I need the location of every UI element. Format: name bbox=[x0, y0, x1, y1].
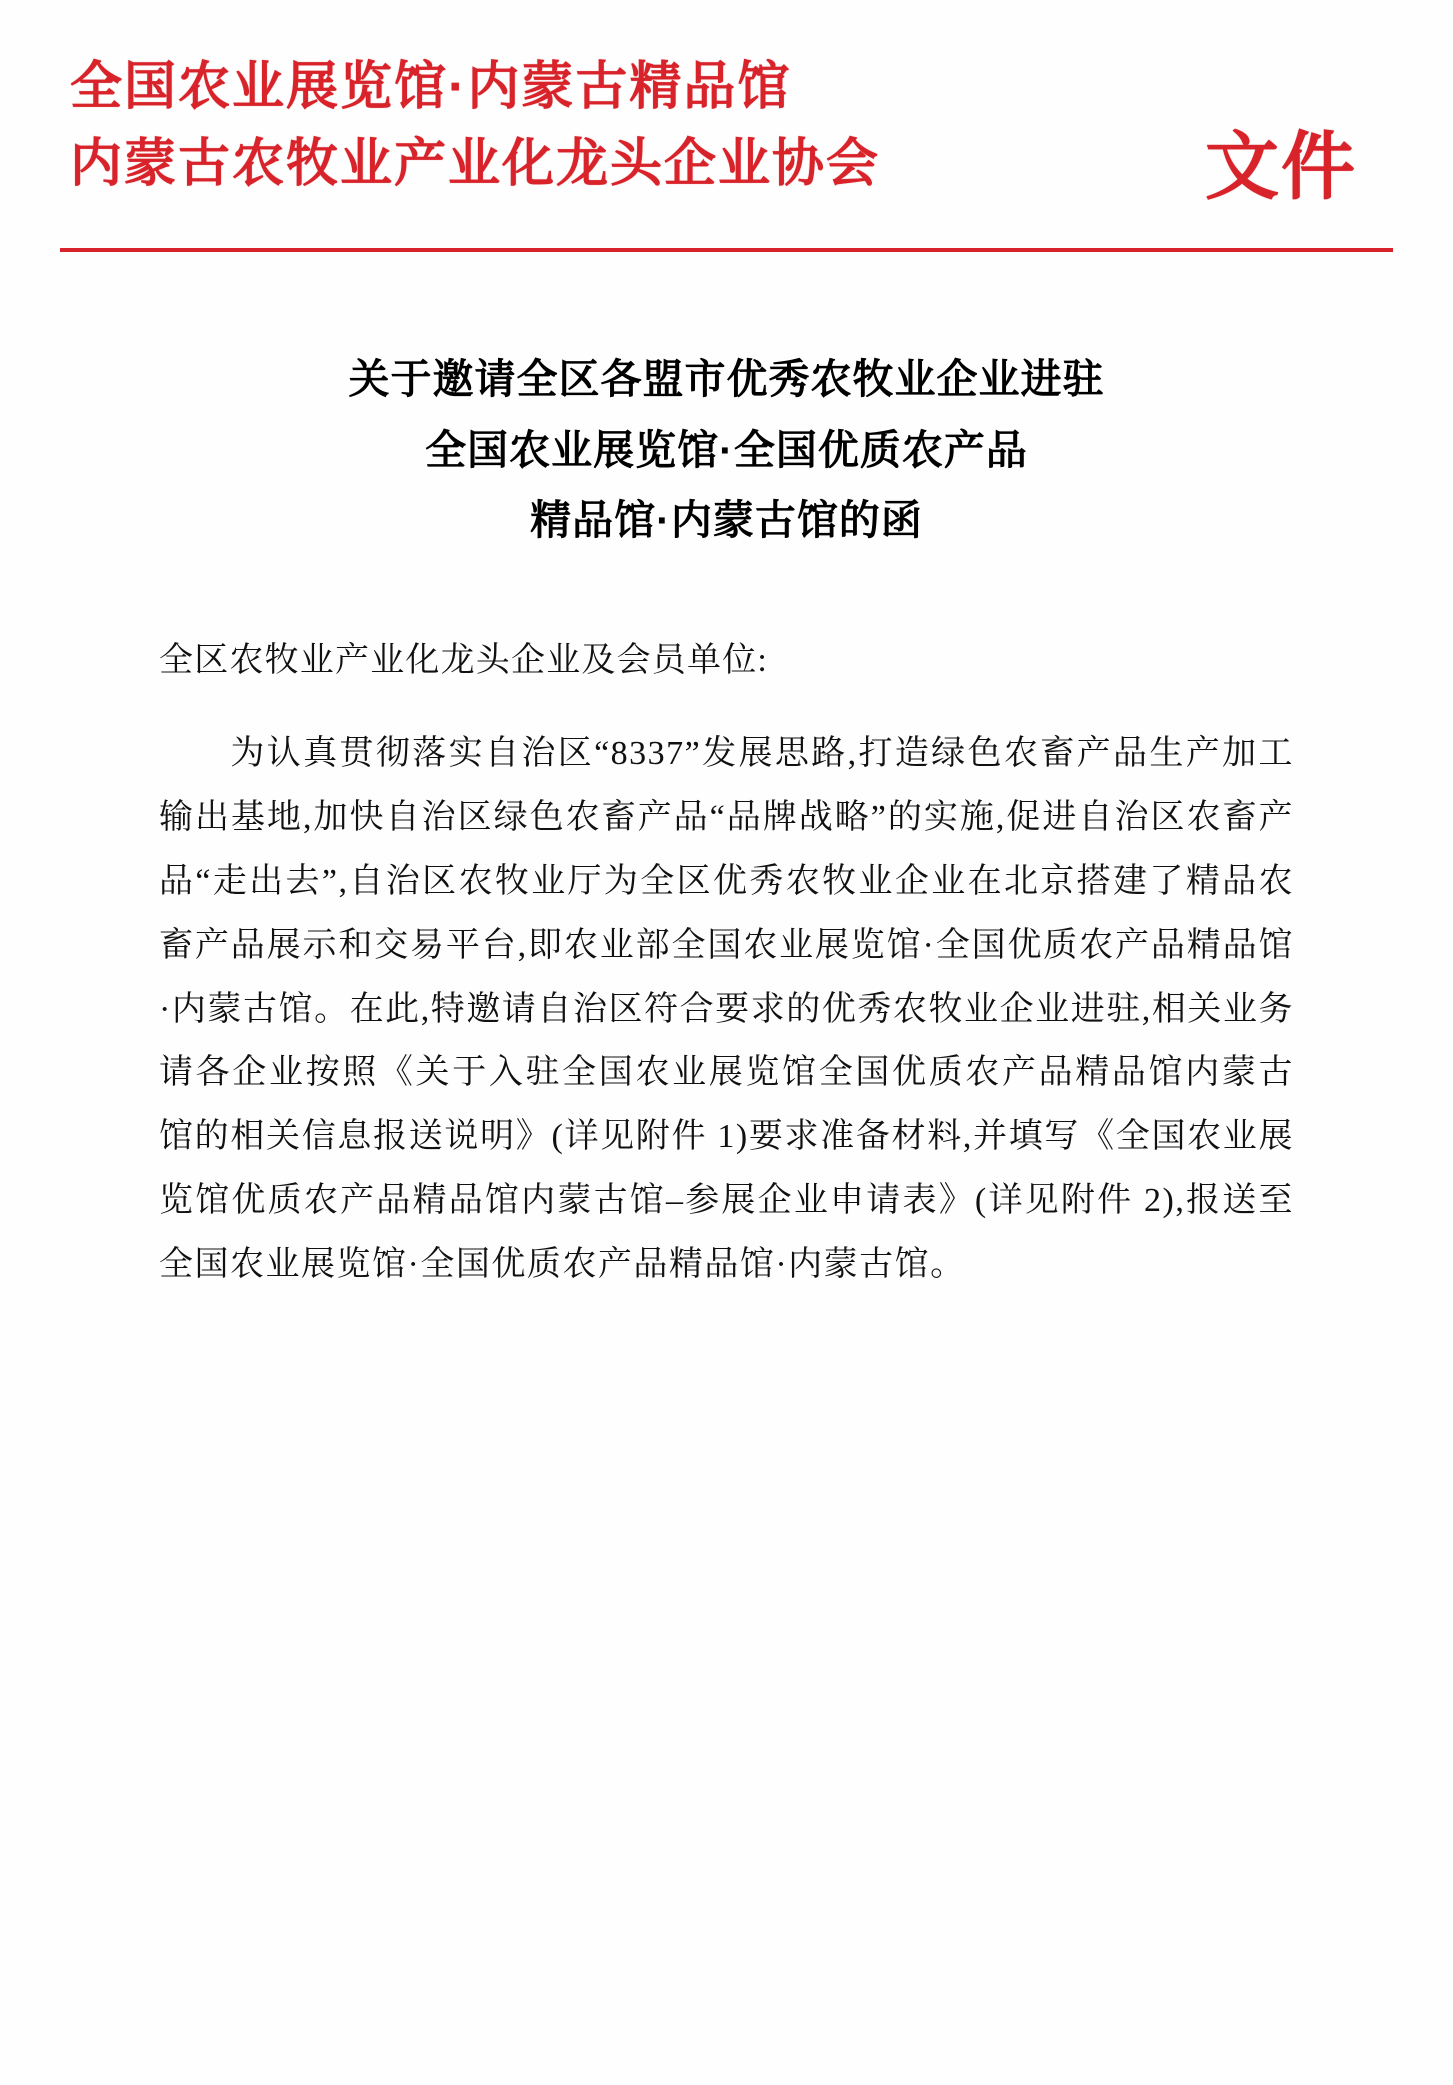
letterhead-doc-type: 文件 bbox=[1205, 125, 1357, 208]
letterhead bbox=[0, 0, 1453, 214]
letterhead-organization bbox=[70, 60, 880, 191]
body-paragraph-1: 为认真贯彻落实自治区“8337”发展思路,打造绿色农畜产品生产加工输出基地,加快自治区绿色农畜产品“品牌战略”的实施,促进自治区农畜产品“走出去”,自治区农牧业厅为全区优秀农牧业企业在北京搭建了精品农畜产品展示和交易平台,即农业部全国农业展览馆·全国优质农产品精品馆·内蒙古馆。在此,特邀请自治区符合要求的优秀农牧业企业进驻,相关业务请各企业按照《关于入驻全国农业展览馆全国优质农产品精品馆内蒙古馆的相关信息报送说明》(详见附件 1)要求准备材料,并填写《全国农业展览馆优质农产品精品馆内蒙古馆–参展企业申请表》(详见附件 2),报送至全国农业展览馆·全国优质农产品精品馆·内蒙古馆。 bbox=[159, 734, 1294, 1284]
letterhead-line-2: 内蒙古农牧业产业化龙头企业协会 bbox=[70, 134, 881, 193]
page-title-line-2: 全国农业展览馆·全国优质农产品 bbox=[425, 426, 1028, 473]
salutation: 全区农牧业产业化龙头企业及会员单位: bbox=[159, 641, 769, 679]
letterhead-line-1: 全国农业展览馆·内蒙古精品馆 bbox=[70, 58, 792, 116]
page-title bbox=[187, 344, 1267, 556]
document-body bbox=[159, 634, 1294, 1298]
page-title-line-3: 精品馆·内蒙古馆的函 bbox=[530, 497, 923, 544]
letterhead-divider bbox=[60, 248, 1393, 252]
page-title-line-1: 关于邀请全区各盟市优秀农牧业企业进驻 bbox=[348, 356, 1105, 402]
